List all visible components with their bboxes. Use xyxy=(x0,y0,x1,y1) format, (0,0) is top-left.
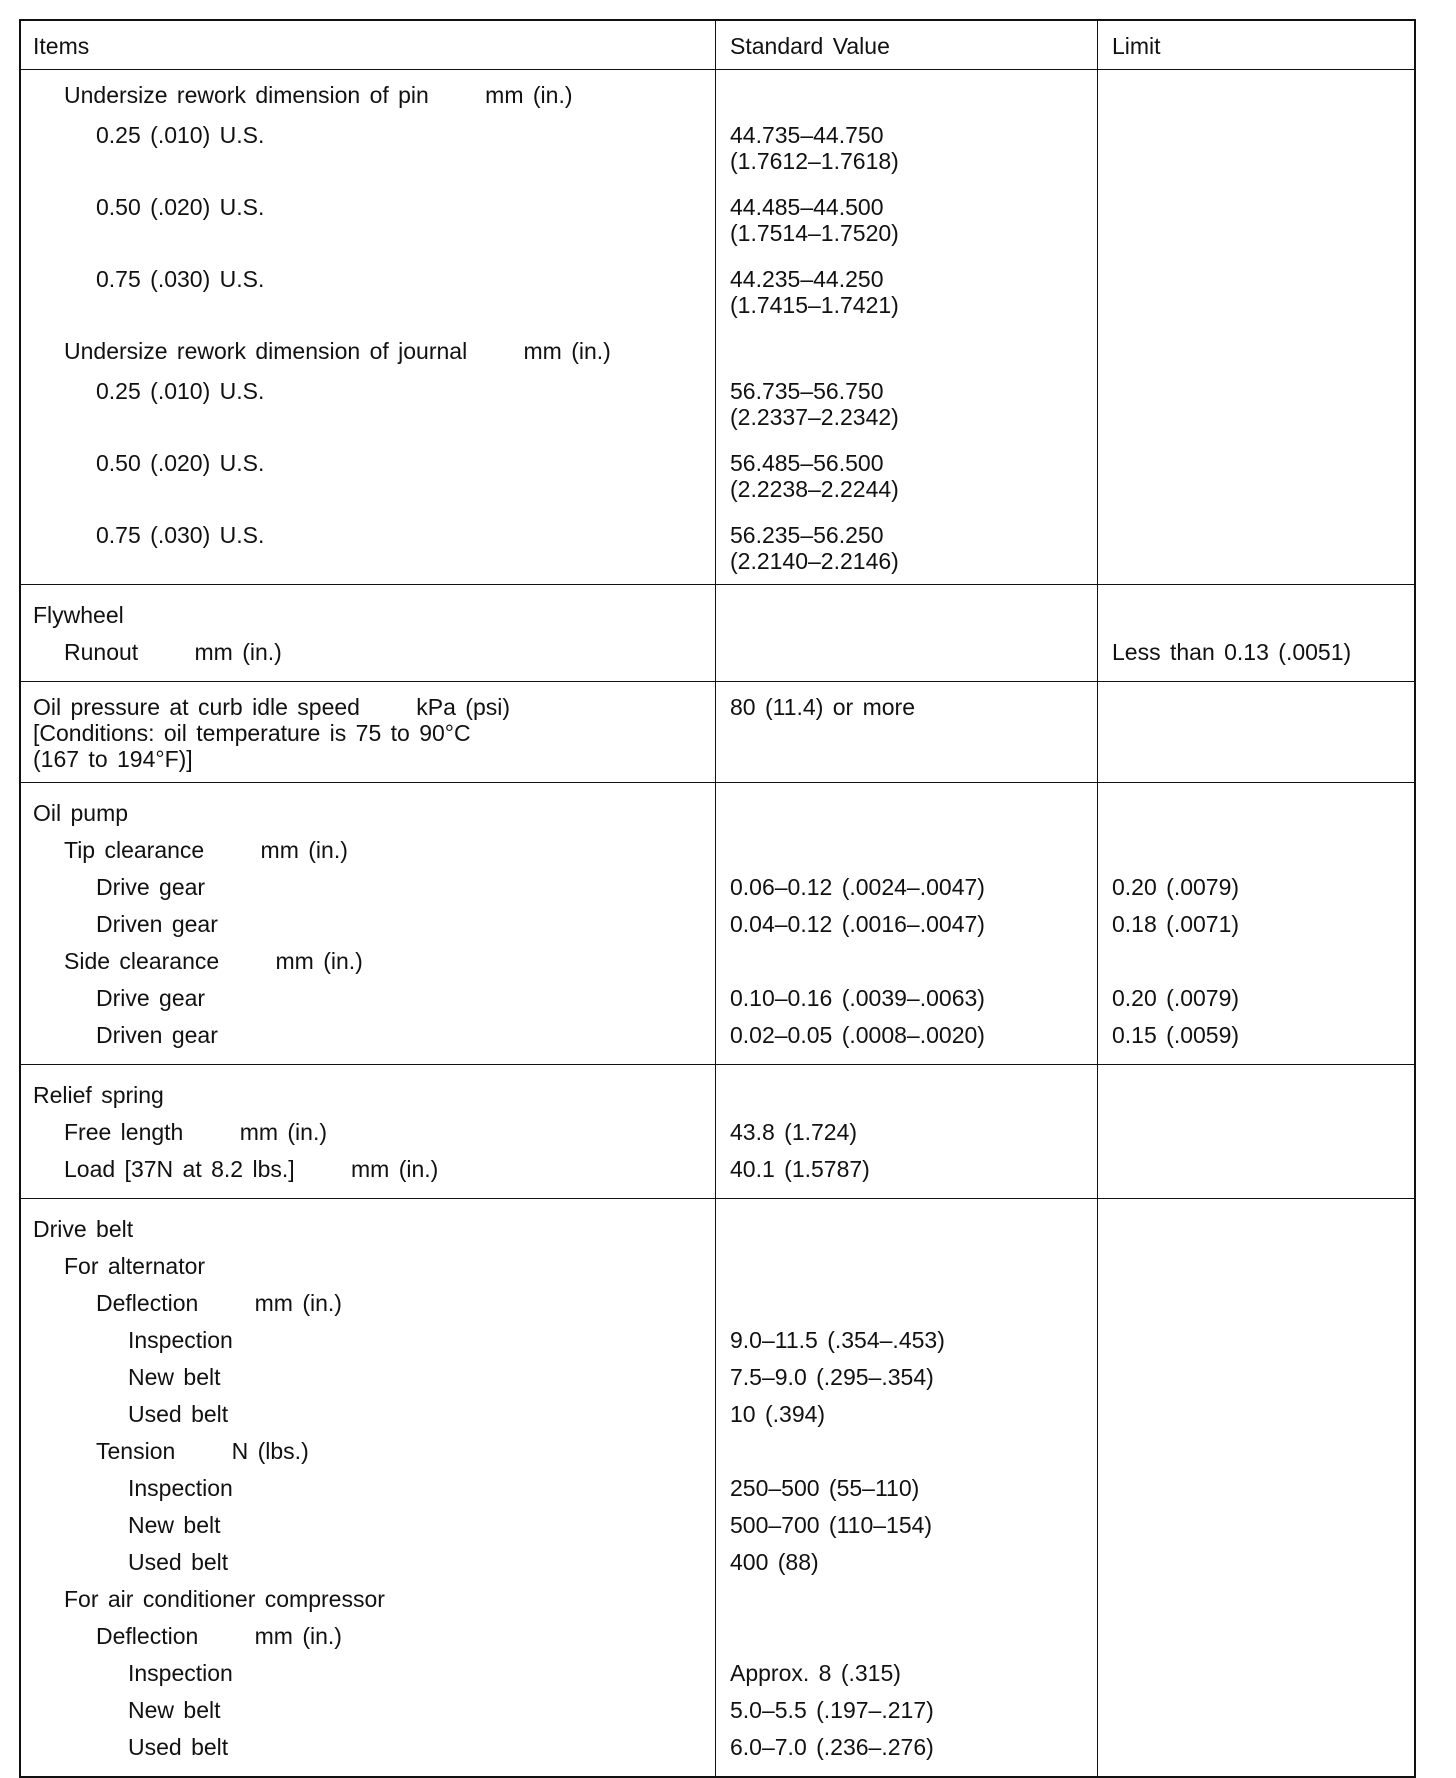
flywheel-runout: Runout mm (in.) xyxy=(64,639,282,665)
side-clearance: Side clearance mm (in.) xyxy=(64,948,363,974)
ac-defl-new-belt: New belt xyxy=(128,1697,221,1723)
alt-tens-new-std: 500–700 (110–154) xyxy=(730,1512,933,1538)
journal-in: (2.2337–2.2342) xyxy=(730,404,899,430)
flywheel-title: Flywheel xyxy=(33,602,124,628)
relief-load: Load [37N at 8.2 lbs.] mm (in.) xyxy=(64,1156,439,1182)
alt-tension: Tension N (lbs.) xyxy=(96,1438,309,1464)
pin-mm: 44.735–44.750 xyxy=(730,122,884,148)
relief-free-std: 43.8 (1.724) xyxy=(730,1119,858,1145)
pin-in: (1.7415–1.7421) xyxy=(730,292,899,318)
alt-tens-new-belt: New belt xyxy=(128,1512,221,1538)
tip-clearance: Tip clearance mm (in.) xyxy=(64,837,348,863)
ac-defl-used-std: 6.0–7.0 (.236–.276) xyxy=(730,1734,934,1760)
alt-tens-inspection-std: 250–500 (55–110) xyxy=(730,1475,920,1501)
alt-defl-inspection: Inspection xyxy=(128,1327,233,1353)
journal-in: (2.2140–2.2146) xyxy=(730,548,899,574)
tip-driven-std: 0.04–0.12 (.0016–.0047) xyxy=(730,911,985,937)
oil-pressure-value: 80 (11.4) or more xyxy=(730,694,915,720)
journal-title: Undersize rework dimension of journal mm (in.) xyxy=(64,338,611,364)
pin-label: 0.50 (.020) U.S. xyxy=(96,194,265,220)
ac-defl-new-std: 5.0–5.5 (.197–.217) xyxy=(730,1697,934,1723)
belt-alternator: For alternator xyxy=(64,1253,206,1279)
side-driven-limit: 0.15 (.0059) xyxy=(1112,1022,1240,1048)
tip-drive-std: 0.06–0.12 (.0024–.0047) xyxy=(730,874,985,900)
spec-table xyxy=(19,19,1416,1778)
header-standard-value: Standard Value xyxy=(730,33,890,59)
table-row xyxy=(21,682,1414,783)
tip-driven-limit: 0.18 (.0071) xyxy=(1112,911,1240,937)
header-limit: Limit xyxy=(1112,33,1161,59)
alt-defl-inspection-std: 9.0–11.5 (.354–.453) xyxy=(730,1327,945,1353)
oil-pressure-conditions-f: (167 to 194°F)] xyxy=(33,746,193,772)
table-row xyxy=(21,585,1414,682)
side-driven-std: 0.02–0.05 (.0008–.0020) xyxy=(730,1022,985,1048)
belt-ac-compressor: For air conditioner compressor xyxy=(64,1586,385,1612)
side-driven-gear: Driven gear xyxy=(96,1022,218,1048)
alt-defl-new-std: 7.5–9.0 (.295–.354) xyxy=(730,1364,934,1390)
journal-mm: 56.235–56.250 xyxy=(730,522,884,548)
flywheel-runout-limit: Less than 0.13 (.0051) xyxy=(1112,639,1352,665)
header-items: Items xyxy=(33,33,90,59)
table-row xyxy=(21,1065,1414,1199)
journal-mm: 56.485–56.500 xyxy=(730,450,884,476)
oil-pump-title: Oil pump xyxy=(33,800,129,826)
journal-label: 0.25 (.010) U.S. xyxy=(96,378,265,404)
ac-deflection: Deflection mm (in.) xyxy=(96,1623,342,1649)
alt-defl-new-belt: New belt xyxy=(128,1364,221,1390)
pin-label: 0.25 (.010) U.S. xyxy=(96,122,265,148)
ac-defl-inspection-std: Approx. 8 (.315) xyxy=(730,1660,901,1686)
alt-deflection: Deflection mm (in.) xyxy=(96,1290,342,1316)
relief-load-std: 40.1 (1.5787) xyxy=(730,1156,870,1182)
table-row xyxy=(21,783,1414,1065)
relief-title: Relief spring xyxy=(33,1082,164,1108)
ac-defl-inspection: Inspection xyxy=(128,1660,233,1686)
journal-in: (2.2238–2.2244) xyxy=(730,476,899,502)
ac-defl-used-belt: Used belt xyxy=(128,1734,229,1760)
alt-tens-used-belt: Used belt xyxy=(128,1549,229,1575)
oil-pressure-conditions: [Conditions: oil temperature is 75 to 90°C xyxy=(33,720,471,746)
table-row xyxy=(21,1199,1414,1776)
side-drive-limit: 0.20 (.0079) xyxy=(1112,985,1240,1011)
oil-pressure-label: Oil pressure at curb idle speed kPa (psi) xyxy=(33,694,511,720)
journal-label: 0.75 (.030) U.S. xyxy=(96,522,265,548)
alt-tens-used-std: 400 (88) xyxy=(730,1549,819,1575)
belt-title: Drive belt xyxy=(33,1216,134,1242)
pin-label: 0.75 (.030) U.S. xyxy=(96,266,265,292)
pin-mm: 44.235–44.250 xyxy=(730,266,884,292)
pin-title: Undersize rework dimension of pin mm (in.) xyxy=(64,82,573,108)
pin-mm: 44.485–44.500 xyxy=(730,194,884,220)
side-drive-gear: Drive gear xyxy=(96,985,206,1011)
journal-mm: 56.735–56.750 xyxy=(730,378,884,404)
journal-label: 0.50 (.020) U.S. xyxy=(96,450,265,476)
pin-in: (1.7612–1.7618) xyxy=(730,148,899,174)
alt-tens-inspection: Inspection xyxy=(128,1475,233,1501)
tip-drive-limit: 0.20 (.0079) xyxy=(1112,874,1240,900)
relief-free-length: Free length mm (in.) xyxy=(64,1119,328,1145)
alt-defl-used-belt: Used belt xyxy=(128,1401,229,1427)
tip-drive-gear: Drive gear xyxy=(96,874,206,900)
tip-driven-gear: Driven gear xyxy=(96,911,218,937)
alt-defl-used-std: 10 (.394) xyxy=(730,1401,826,1427)
pin-in: (1.7514–1.7520) xyxy=(730,220,899,246)
side-drive-std: 0.10–0.16 (.0039–.0063) xyxy=(730,985,985,1011)
table-header xyxy=(21,21,1414,70)
table-row xyxy=(21,70,1414,585)
